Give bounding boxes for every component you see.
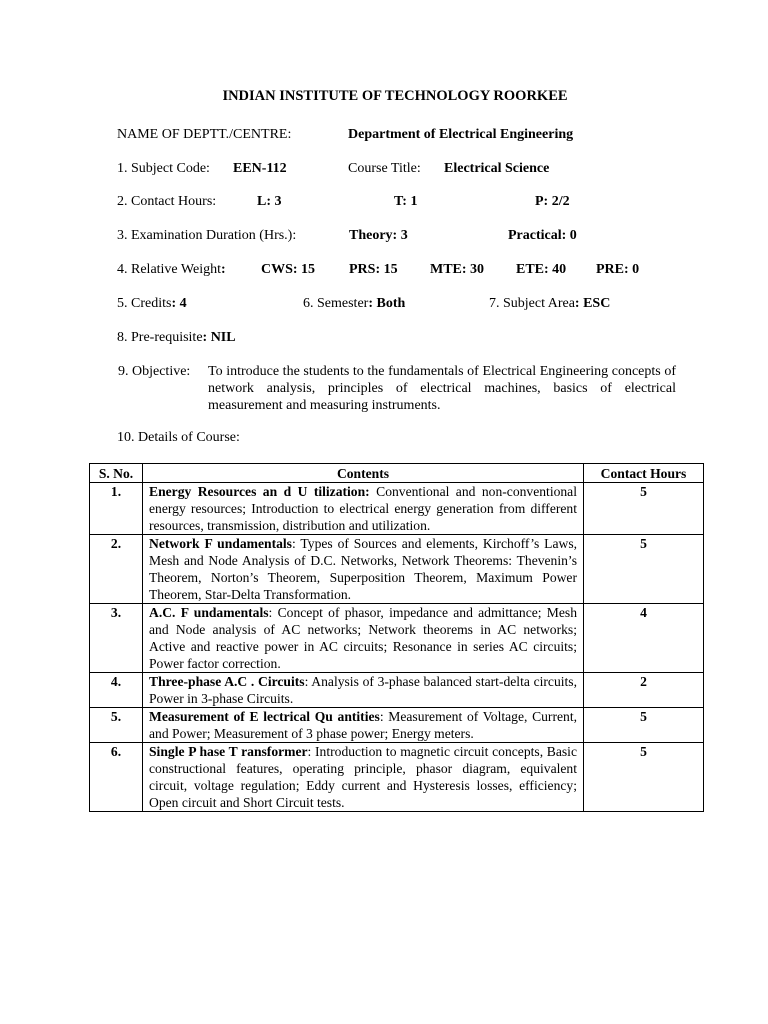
table-row (90, 708, 704, 743)
contact-hours-l: L: 3 (257, 194, 282, 209)
contact-hours-t: T: 1 (394, 194, 418, 209)
subject-code-label: 1. Subject Code: (117, 161, 210, 176)
row-heading: Network F undamentals (149, 536, 292, 551)
objective (118, 363, 676, 414)
credits: 5. Credits: 4 (117, 296, 187, 311)
course-title-value: Electrical Science (444, 161, 550, 176)
row-hours: 5 (584, 483, 704, 535)
contact-hours-label: 2. Contact Hours: (117, 194, 217, 209)
weight-pre: PRE: 0 (596, 262, 640, 277)
row-contents (143, 708, 584, 743)
semester: 6. Semester: Both (303, 296, 406, 311)
row-hours: 2 (584, 673, 704, 708)
contact-hours-p: P: 2/2 (535, 194, 570, 209)
institute-title: INDIAN INSTITUTE OF TECHNOLOGY ROORKEE (222, 88, 568, 104)
weight-mte: MTE: 30 (430, 262, 485, 277)
row-heading: Three-phase A.C . Circuits (149, 674, 305, 689)
exam-duration-label: 3. Examination Duration (Hrs.): (117, 228, 297, 243)
department-value: Department of Electrical Engineering (348, 127, 574, 142)
row-contents (143, 604, 584, 673)
table-row (90, 604, 704, 673)
header-contents: Contents (143, 464, 584, 483)
exam-duration-practical: Practical: 0 (508, 228, 577, 243)
weight-cws: CWS: 15 (261, 262, 316, 277)
table-row (90, 743, 704, 812)
header-sno: S. No. (90, 464, 143, 483)
row-sno: 1. (90, 483, 143, 535)
row-heading: Energy Resources an d U tilization: (149, 484, 370, 499)
row-sno: 6. (90, 743, 143, 812)
weight-prs: PRS: 15 (349, 262, 398, 277)
course-details-table (89, 463, 704, 812)
table-row (90, 673, 704, 708)
row-hours: 5 (584, 535, 704, 604)
row-sno: 5. (90, 708, 143, 743)
row-sno: 2. (90, 535, 143, 604)
row-contents (143, 743, 584, 812)
table-header-row (90, 464, 704, 483)
weight-ete: ETE: 40 (516, 262, 567, 277)
objective-text: To introduce the students to the fundamentals of Electrical Engineering concepts of network analysis, principles of electrical machines, basics of electrical measurement and measuring instruments. (208, 364, 676, 413)
row-text: : Analysis of 3-phase balanced start-delta circuits, Power in 3-phase Circuits. (149, 674, 577, 706)
row-contents (143, 483, 584, 535)
row-heading: A.C. F undamentals (149, 605, 269, 620)
row-heading: Measurement of E lectrical Qu antities (149, 709, 380, 724)
header-contact-hours: Contact Hours (584, 464, 704, 483)
relative-weight-label: 4. Relative Weight: (117, 262, 226, 277)
objective-label: 9. Objective: (118, 364, 191, 379)
row-contents (143, 535, 584, 604)
row-text: : Types of Sources and elements, Kirchoff’s Laws, Mesh and Node Analysis of D.C. Networks, Network Theorems: Thevenin’s Theorem, Norton’s Theorem, Superposition Theorem, Maximum Power Theorem, Star-Delta Transformation. (149, 536, 578, 602)
exam-duration-theory: Theory: 3 (349, 228, 408, 243)
subject-area: 7. Subject Area: ESC (489, 296, 611, 311)
row-hours: 5 (584, 743, 704, 812)
row-text: : Introduction to magnetic circuit concepts, Basic constructional features, operating principle, phasor diagram, equivalent circuit, voltage regulation; Eddy current and Hysteresis losses, efficiency; Open circuit and Short Circuit tests. (149, 744, 577, 810)
table-row (90, 535, 704, 604)
row-sno: 4. (90, 673, 143, 708)
details-label: 10. Details of Course: (117, 430, 240, 445)
row-heading: Single P hase T ransformer (149, 744, 308, 759)
table-row (90, 483, 704, 535)
prerequisite: 8. Pre-requisite: NIL (117, 330, 236, 345)
row-contents (143, 673, 584, 708)
row-text: : Concept of phasor, impedance and admittance; Mesh and Node analysis of AC networks; Network theorems in AC networks; Active and reactive power in AC circuits; Resonance in series AC circuits; Power factor correction. (149, 605, 578, 671)
row-text: : Measurement of Voltage, Current, and Power; Measurement of 3 phase power; Energy meters. (149, 709, 577, 741)
row-sno: 3. (90, 604, 143, 673)
row-hours: 5 (584, 708, 704, 743)
row-text: Conventional and non-conventional energy resources; Introduction to electrical energy generation from different resources, transmission, distribution and utilization. (149, 484, 577, 533)
course-title-label: Course Title: (348, 161, 421, 176)
subject-code-value: EEN-112 (233, 161, 287, 176)
row-hours: 4 (584, 604, 704, 673)
department-label: NAME OF DEPTT./CENTRE: (117, 127, 292, 142)
